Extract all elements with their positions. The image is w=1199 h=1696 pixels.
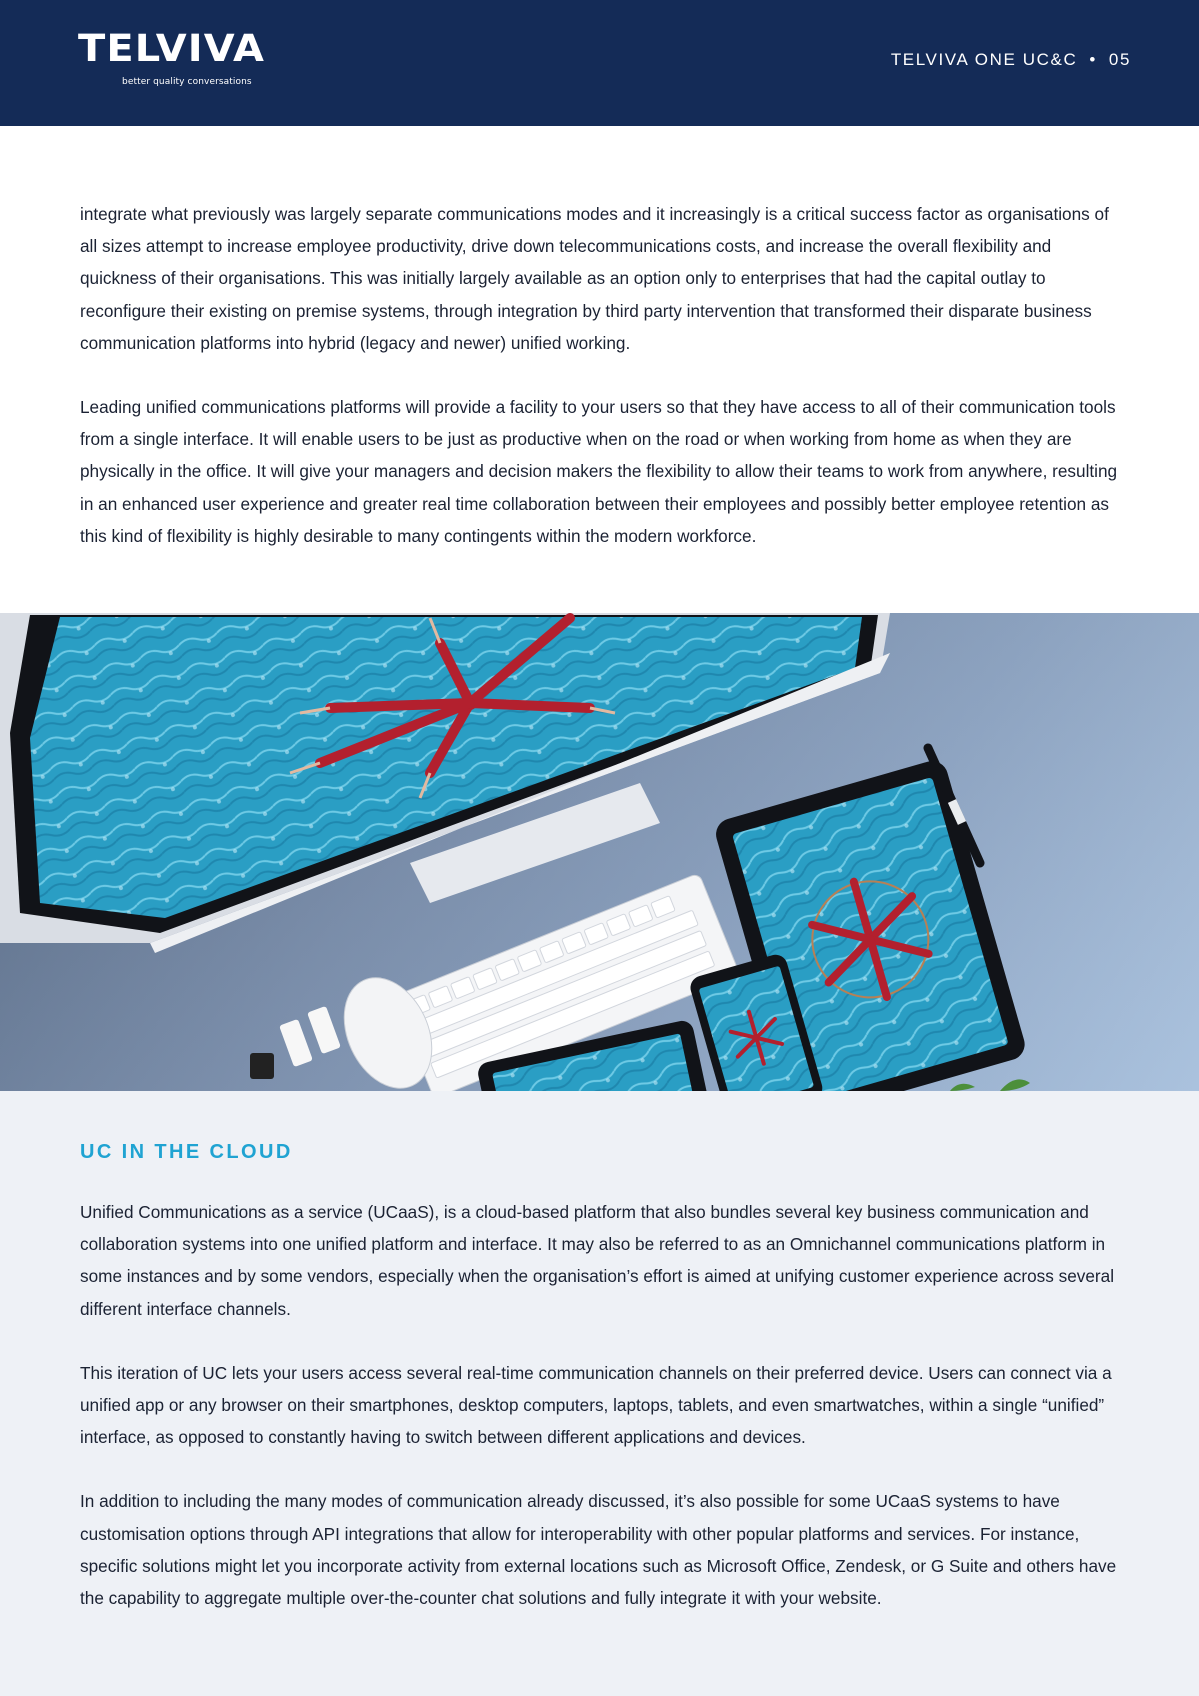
section-heading: UC IN THE CLOUD bbox=[80, 1141, 293, 1163]
devices-hero-image bbox=[0, 613, 1199, 1091]
cloud-section-text bbox=[80, 1196, 1120, 1614]
devices-illustration bbox=[0, 613, 1199, 1091]
page-header bbox=[0, 0, 1199, 126]
header-separator: • bbox=[1089, 50, 1097, 69]
telviva-logo bbox=[78, 27, 266, 92]
page-number: 05 bbox=[1108, 50, 1131, 69]
uc-in-the-cloud-section bbox=[0, 1091, 1199, 1696]
intro-paragraph-1: integrate what previously was largely separate communications modes and it increasingly is a critical success factor as organisations of all sizes attempt to increase employee productivity, drive down telecommunications costs, and increase the overall flexibility and quickness of their organisations. This was initially largely available as an option only to enterprises that had the capital outlay to reconfigure their existing on premise systems, through integration by third party intervention that transformed their disparate business communication platforms into hybrid (legacy and newer) unified working. bbox=[80, 204, 1109, 353]
running-header bbox=[891, 50, 1131, 70]
logo-wordmark: TELVIVA bbox=[78, 27, 266, 70]
binder-clip bbox=[250, 1053, 274, 1079]
logo-tagline: better quality conversations bbox=[122, 77, 252, 87]
cloud-paragraph-2: This iteration of UC lets your users access several real-time communication channels on their preferred device. Users can connect via a unified app or any browser on their smartphones, desktop computers, laptops, tablets, and even smartwatches, within a single “unified” interface, as opposed to constantly having to switch between different applications and devices. bbox=[80, 1362, 1112, 1448]
cloud-paragraph-3: In addition to including the many modes of communication already discussed, it’s also possible for some UCaaS systems to have customisation options through API integrations that allow for interoperability with other popular platforms and services. For instance, specific solutions might let you incorporate activity from external locations such as Microsoft Office, Zendesk, or G Suite and others have the capability to aggregate multiple over-the-counter chat solutions and fully integrate it with your website. bbox=[80, 1491, 1117, 1609]
intro-paragraph-2: Leading unified communications platforms will provide a facility to your users so that they have access to all of their communication tools from a single interface. It will enable users to be just as productive when on the road or when working from home as when they are physically in the office. It will give your managers and decision makers the flexibility to allow their teams to work from anywhere, resulting in an enhanced user experience and greater real time collaboration between their employees and possibly better employee retention as this kind of flexibility is highly desirable to many contingents within the modern workforce. bbox=[80, 397, 1118, 546]
intro-text bbox=[80, 198, 1120, 552]
document-title: TELVIVA ONE UC&C bbox=[890, 50, 1078, 69]
cloud-paragraph-1: Unified Communications as a service (UCaaS), is a cloud-based platform that also bundles several key business communication and collaboration systems into one unified platform and interface. It may also be referred to as an Omnichannel communications platform in some instances and by some vendors, especially when the organisation’s effort is aimed at unifying customer experience across several different interface channels. bbox=[80, 1202, 1115, 1319]
